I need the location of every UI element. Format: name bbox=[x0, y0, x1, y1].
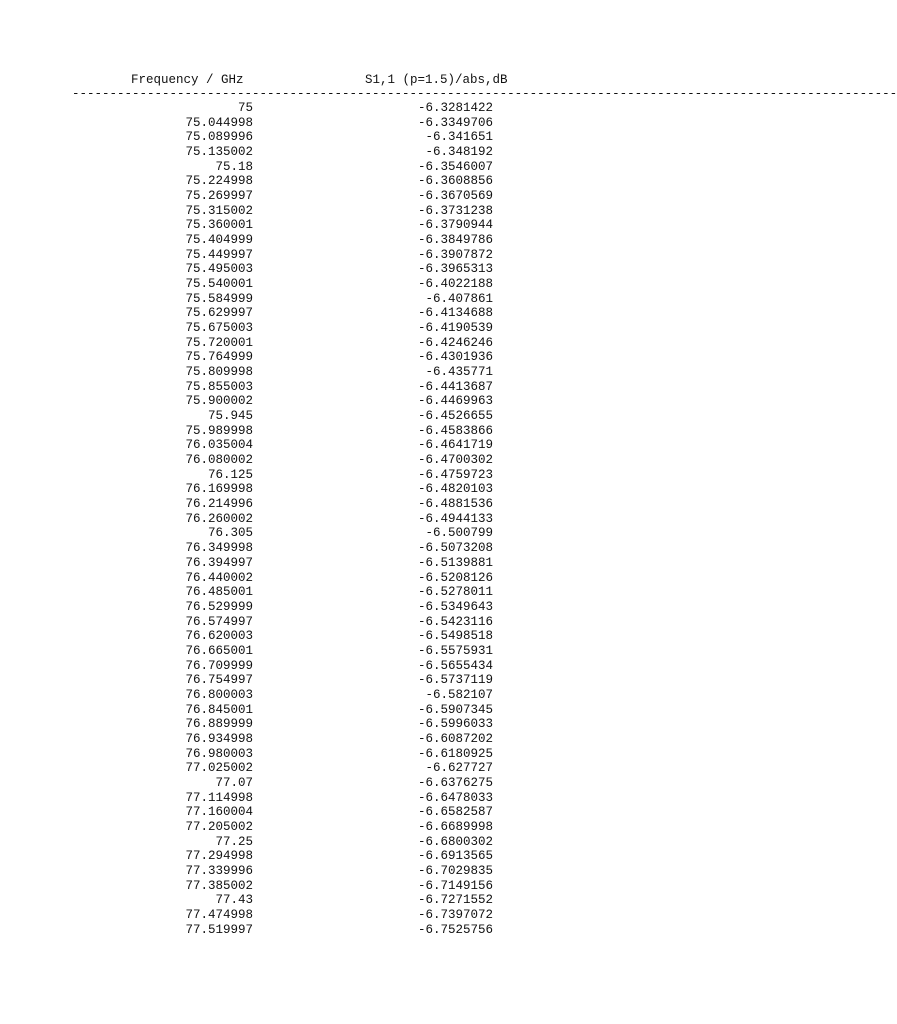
table-row bbox=[0, 835, 768, 850]
table-row bbox=[0, 717, 768, 732]
frequency-cell: 75.809998 bbox=[185, 365, 253, 380]
frequency-cell: 77.43 bbox=[215, 893, 253, 908]
frequency-cell: 75.764999 bbox=[185, 350, 253, 365]
s11-value-cell: -6.5278011 bbox=[417, 585, 493, 600]
frequency-cell: 75.945 bbox=[207, 409, 253, 424]
s11-value-cell: -6.5996033 bbox=[417, 717, 493, 732]
s11-value-cell: -6.5907345 bbox=[417, 702, 493, 717]
frequency-cell: 76.574997 bbox=[185, 614, 253, 629]
table-row bbox=[0, 277, 768, 292]
frequency-cell: 76.214996 bbox=[185, 497, 253, 512]
frequency-cell: 75.315002 bbox=[185, 203, 253, 218]
frequency-cell: 77.160004 bbox=[185, 805, 253, 820]
s11-value-cell: -6.5208126 bbox=[417, 570, 493, 585]
frequency-cell: 76.845001 bbox=[185, 702, 253, 717]
frequency-cell: 75.540001 bbox=[185, 277, 253, 292]
table-row bbox=[0, 145, 768, 160]
s11-value-cell: -6.4641719 bbox=[417, 438, 493, 453]
table-row bbox=[0, 292, 768, 307]
frequency-cell: 77.474998 bbox=[185, 907, 253, 922]
table-row bbox=[0, 365, 768, 380]
s11-value-cell: -6.6689998 bbox=[417, 819, 493, 834]
table-row bbox=[0, 688, 768, 703]
table-row bbox=[0, 233, 768, 248]
frequency-cell: 76.800003 bbox=[185, 687, 253, 702]
table-row bbox=[0, 130, 768, 145]
table-row bbox=[0, 350, 768, 365]
table-row bbox=[0, 497, 768, 512]
table-row bbox=[0, 644, 768, 659]
table-row bbox=[0, 761, 768, 776]
frequency-cell: 76.754997 bbox=[185, 673, 253, 688]
frequency-cell: 75.269997 bbox=[185, 189, 253, 204]
s11-value-cell: -6.6478033 bbox=[417, 790, 493, 805]
frequency-cell: 75.495003 bbox=[185, 262, 253, 277]
frequency-cell: 77.205002 bbox=[185, 819, 253, 834]
s11-value-cell: -6.4022188 bbox=[417, 277, 493, 292]
s11-value-cell: -6.3281422 bbox=[417, 101, 493, 115]
frequency-cell: 77.025002 bbox=[185, 761, 253, 776]
s11-value-cell: -6.4301936 bbox=[417, 350, 493, 365]
s11-value-cell: -6.4583866 bbox=[417, 423, 493, 438]
frequency-cell: 76.889999 bbox=[185, 717, 253, 732]
table-row bbox=[0, 380, 768, 395]
s11-value-cell: -6.3790944 bbox=[417, 218, 493, 233]
frequency-cell: 75.449997 bbox=[185, 247, 253, 262]
s11-value-cell: -6.6180925 bbox=[417, 746, 493, 761]
s11-value-cell: -6.7271552 bbox=[417, 893, 493, 908]
s11-value-cell: -6.407861 bbox=[425, 291, 493, 306]
s11-value-cell: -6.5575931 bbox=[417, 643, 493, 658]
frequency-cell: 76.125 bbox=[207, 467, 253, 482]
frequency-cell: 75.900002 bbox=[185, 394, 253, 409]
s11-value-cell: -6.5349643 bbox=[417, 599, 493, 614]
s11-value-cell: -6.4413687 bbox=[417, 379, 493, 394]
s11-value-cell: -6.3965313 bbox=[417, 262, 493, 277]
table-row bbox=[0, 615, 768, 630]
frequency-cell: 75.224998 bbox=[185, 174, 253, 189]
frequency-cell: 76.305 bbox=[207, 526, 253, 541]
s11-value-cell: -6.3349706 bbox=[417, 115, 493, 130]
table-row bbox=[0, 218, 768, 233]
table-row bbox=[0, 703, 768, 718]
frequency-cell: 76.620003 bbox=[185, 629, 253, 644]
s11-value-cell: -6.3546007 bbox=[417, 159, 493, 174]
table-row bbox=[0, 849, 768, 864]
table-row bbox=[0, 629, 768, 644]
s11-value-cell: -6.6087202 bbox=[417, 731, 493, 746]
frequency-cell: 76.934998 bbox=[185, 731, 253, 746]
frequency-cell: 75.360001 bbox=[185, 218, 253, 233]
s11-column-header: S1,1 (p=1.5)/abs,dB bbox=[365, 73, 508, 87]
table-row bbox=[0, 600, 768, 615]
frequency-cell: 77.25 bbox=[215, 834, 253, 849]
frequency-cell: 76.035004 bbox=[185, 438, 253, 453]
frequency-cell: 76.349998 bbox=[185, 541, 253, 556]
table-row bbox=[0, 409, 768, 424]
table-row bbox=[0, 820, 768, 835]
s11-value-cell: -6.4469963 bbox=[417, 394, 493, 409]
s11-value-cell: -6.6913565 bbox=[417, 849, 493, 864]
table-row bbox=[0, 879, 768, 894]
table-row bbox=[0, 908, 768, 923]
table-row bbox=[0, 556, 768, 571]
s11-value-cell: -6.500799 bbox=[425, 526, 493, 541]
s11-value-cell: -6.4944133 bbox=[417, 511, 493, 526]
table-row bbox=[0, 336, 768, 351]
table-row bbox=[0, 394, 768, 409]
table-row bbox=[0, 747, 768, 762]
s11-value-cell: -6.5139881 bbox=[417, 555, 493, 570]
table-row bbox=[0, 541, 768, 556]
table-row bbox=[0, 116, 768, 131]
table-row bbox=[0, 571, 768, 586]
frequency-cell: 76.529999 bbox=[185, 599, 253, 614]
table-row bbox=[0, 438, 768, 453]
frequency-cell: 76.394997 bbox=[185, 555, 253, 570]
s11-value-cell: -6.5423116 bbox=[417, 614, 493, 629]
s11-value-cell: -6.3731238 bbox=[417, 203, 493, 218]
s11-value-cell: -6.5073208 bbox=[417, 541, 493, 556]
s11-value-cell: -6.4820103 bbox=[417, 482, 493, 497]
frequency-column-header: Frequency / GHz bbox=[131, 73, 244, 87]
header-divider: -------------------------------------------------------------------------------------------------------------- bbox=[72, 87, 897, 101]
table-row bbox=[0, 585, 768, 600]
s11-value-cell: -6.3670569 bbox=[417, 189, 493, 204]
s11-value-cell: -6.582107 bbox=[425, 687, 493, 702]
s11-value-cell: -6.4134688 bbox=[417, 306, 493, 321]
frequency-cell: 76.485001 bbox=[185, 585, 253, 600]
frequency-cell: 75.18 bbox=[215, 159, 253, 174]
s11-value-cell: -6.341651 bbox=[425, 130, 493, 145]
table-row bbox=[0, 791, 768, 806]
s11-value-cell: -6.6582587 bbox=[417, 805, 493, 820]
frequency-cell: 76.980003 bbox=[185, 746, 253, 761]
s11-value-cell: -6.435771 bbox=[425, 365, 493, 380]
table-body bbox=[0, 101, 768, 937]
frequency-cell: 75.675003 bbox=[185, 321, 253, 336]
table-row bbox=[0, 189, 768, 204]
frequency-cell: 77.519997 bbox=[185, 922, 253, 937]
table-row bbox=[0, 248, 768, 263]
frequency-cell: 77.07 bbox=[215, 775, 253, 790]
s11-value-cell: -6.4526655 bbox=[417, 409, 493, 424]
table-row bbox=[0, 776, 768, 791]
s11-value-cell: -6.6800302 bbox=[417, 834, 493, 849]
table-row bbox=[0, 321, 768, 336]
table-row bbox=[0, 864, 768, 879]
s11-value-cell: -6.5655434 bbox=[417, 658, 493, 673]
s11-value-cell: -6.4190539 bbox=[417, 321, 493, 336]
s11-value-cell: -6.4700302 bbox=[417, 453, 493, 468]
s11-value-cell: -6.4881536 bbox=[417, 497, 493, 512]
table-row bbox=[0, 306, 768, 321]
frequency-cell: 75.989998 bbox=[185, 423, 253, 438]
table-row bbox=[0, 732, 768, 747]
frequency-cell: 75.044998 bbox=[185, 115, 253, 130]
frequency-cell: 75.089996 bbox=[185, 130, 253, 145]
frequency-cell: 76.665001 bbox=[185, 643, 253, 658]
s11-value-cell: -6.5737119 bbox=[417, 673, 493, 688]
s11-value-cell: -6.7525756 bbox=[417, 922, 493, 937]
table-row bbox=[0, 805, 768, 820]
s11-value-cell: -6.3849786 bbox=[417, 233, 493, 248]
table-row bbox=[0, 482, 768, 497]
s11-value-cell: -6.7029835 bbox=[417, 863, 493, 878]
s11-value-cell: -6.3608856 bbox=[417, 174, 493, 189]
s11-value-cell: -6.7397072 bbox=[417, 907, 493, 922]
table-row bbox=[0, 453, 768, 468]
frequency-cell: 75.404999 bbox=[185, 233, 253, 248]
frequency-cell: 76.440002 bbox=[185, 570, 253, 585]
frequency-cell: 75.135002 bbox=[185, 145, 253, 160]
frequency-cell: 77.114998 bbox=[185, 790, 253, 805]
table-row bbox=[0, 262, 768, 277]
table-row bbox=[0, 174, 768, 189]
s11-value-cell: -6.627727 bbox=[425, 761, 493, 776]
frequency-cell: 75.584999 bbox=[185, 291, 253, 306]
frequency-cell: 77.339996 bbox=[185, 863, 253, 878]
table-row bbox=[0, 160, 768, 175]
s11-value-cell: -6.7149156 bbox=[417, 878, 493, 893]
s11-value-cell: -6.5498518 bbox=[417, 629, 493, 644]
frequency-cell: 77.385002 bbox=[185, 878, 253, 893]
table-row bbox=[0, 673, 768, 688]
frequency-cell: 76.709999 bbox=[185, 658, 253, 673]
frequency-cell: 75.720001 bbox=[185, 335, 253, 350]
frequency-cell: 75.629997 bbox=[185, 306, 253, 321]
table-row bbox=[0, 204, 768, 219]
s11-value-cell: -6.6376275 bbox=[417, 775, 493, 790]
frequency-cell: 75.855003 bbox=[185, 379, 253, 394]
table-row bbox=[0, 468, 768, 483]
table-row bbox=[0, 512, 768, 527]
table-row bbox=[0, 424, 768, 439]
frequency-cell: 76.080002 bbox=[185, 453, 253, 468]
table-row bbox=[0, 893, 768, 908]
s11-value-cell: -6.3907872 bbox=[417, 247, 493, 262]
frequency-cell: 76.260002 bbox=[185, 511, 253, 526]
table-row bbox=[0, 659, 768, 674]
frequency-cell: 77.294998 bbox=[185, 849, 253, 864]
table-row bbox=[0, 923, 768, 938]
table-row bbox=[0, 101, 768, 116]
s11-value-cell: -6.348192 bbox=[425, 145, 493, 160]
table-row bbox=[0, 526, 768, 541]
s11-value-cell: -6.4246246 bbox=[417, 335, 493, 350]
s11-value-cell: -6.4759723 bbox=[417, 467, 493, 482]
frequency-cell: 76.169998 bbox=[185, 482, 253, 497]
frequency-cell: 75 bbox=[237, 101, 253, 115]
